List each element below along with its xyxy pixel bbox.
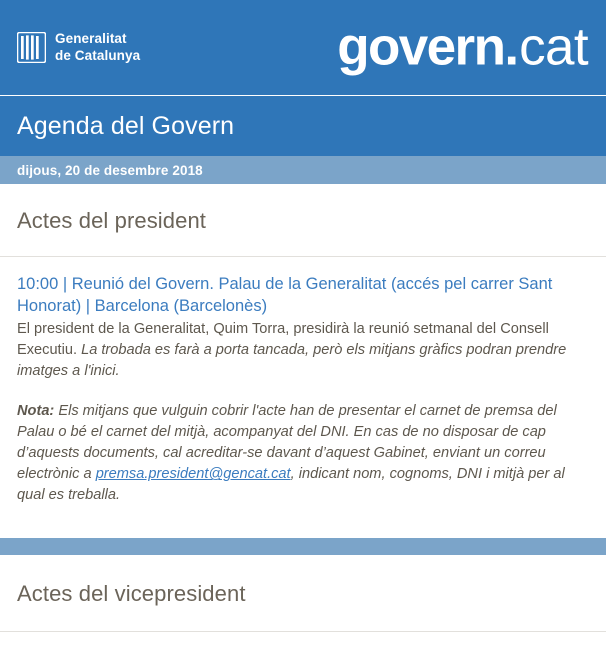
- page-title: Agenda del Govern: [17, 111, 235, 140]
- generalitat-line-1: Generalitat: [55, 31, 127, 47]
- govern-wordmark-light: cat: [519, 16, 588, 76]
- section-header-president: [0, 184, 606, 257]
- press-email-link[interactable]: premsa.president@gencat.cat: [95, 466, 291, 483]
- event-description: [17, 319, 586, 381]
- event-description-italic: La trobada es farà a porta tancada, però els mitjans gràfics podran prendre imatges a l'inici.: [17, 341, 567, 379]
- event-description-plain: El president de la Generalitat, Quim Torra, presidirà la reunió setmanal del Consell Executiu.: [17, 321, 549, 358]
- generalitat-wordmark: [55, 31, 140, 64]
- event-title-link[interactable]: 10:00 | Reunió del Govern. Palau de la Generalitat (accés pel carrer Sant Honorat) | Barcelona (Barcelonès): [17, 275, 553, 316]
- govern-wordmark-bold: govern: [337, 16, 505, 76]
- generalitat-line-2: de Catalunya: [55, 47, 141, 63]
- event-note: [17, 401, 586, 506]
- senyera-shield-icon: [17, 32, 46, 63]
- agenda-title-bar: [0, 96, 606, 156]
- section-header-vicepresident: [0, 555, 606, 632]
- event-note-text-before: Els mitjans que vulguin cobrir l'acte han de presentar el carnet de premsa del Palau o bé el carnet del mitjà, acompanyat del DNI. En cas de no disposar de cap d’aquests documents, cal acreditar-se davant d’aquest Gabinet, enviant un correu electrònic a: [17, 403, 557, 483]
- govern-cat-wordmark[interactable]: [337, 16, 588, 76]
- section-separator-bar: [0, 538, 606, 555]
- event-item: [0, 257, 606, 524]
- date-bar: [0, 156, 606, 184]
- event-note-label: Nota:: [17, 403, 55, 420]
- agenda-date: dijous, 20 de desembre 2018: [17, 162, 203, 178]
- govern-wordmark-dot: .: [504, 16, 520, 76]
- generalitat-logo[interactable]: [17, 31, 140, 64]
- brand-header: [0, 0, 606, 96]
- agenda-content: [0, 184, 606, 632]
- event-note-text-after: , indicant nom, cognoms, DNI i mitjà per al qual es treballa.: [17, 466, 565, 504]
- section-heading-president: Actes del president: [17, 208, 207, 233]
- section-heading-vicepresident: Actes del vicepresident: [17, 581, 246, 607]
